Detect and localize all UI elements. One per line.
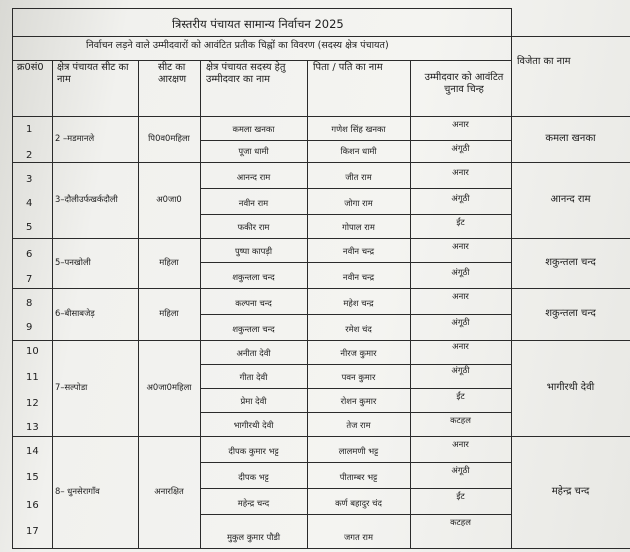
seat-name: 5–पनखोली xyxy=(55,257,91,267)
serial-number: 9 xyxy=(26,322,33,333)
header-reservation: सीट का आरक्षण xyxy=(158,62,187,85)
candidate-name: आनन्द राम xyxy=(236,172,271,182)
parent-name: नवीन चन्द्र xyxy=(342,272,375,282)
seat-name: 8– धुनसेरागाँव xyxy=(55,486,100,496)
rule xyxy=(12,8,512,9)
symbol-name: अनार xyxy=(452,167,469,177)
symbol-name: ईंट xyxy=(456,491,465,501)
serial-number: 15 xyxy=(26,472,39,483)
symbol-name: अनार xyxy=(452,119,469,129)
candidate-name: अनीता देवी xyxy=(236,348,271,358)
seat-name: 7–सल्पोडा xyxy=(55,382,88,392)
header-candidate: क्षेत्र पंचायत सदस्य हेतु उम्मीदवार का नाम xyxy=(206,62,286,85)
winner-name: महेन्द्र चन्द xyxy=(551,486,590,497)
header-seat: क्षेत्र पंचायत सीट का नाम xyxy=(57,62,129,85)
document-subtitle: निर्वाचन लड़ने वाले उम्मीदवारों को आवंटित प्रतीक चिह्नों का विवरण (सदस्य क्षेत्र पंचायत) xyxy=(86,40,389,51)
seat-reservation: अ0जा0 xyxy=(156,194,182,204)
winner-name: शकुन्तला चन्द xyxy=(545,308,596,319)
parent-name: जगत राम xyxy=(344,532,373,542)
symbol-name: अनार xyxy=(452,341,469,351)
parent-name: लालमणी भट्ट xyxy=(338,446,379,456)
serial-number: 11 xyxy=(26,372,39,383)
rule xyxy=(12,288,630,289)
header-winner: विजेता का नाम xyxy=(517,56,571,67)
candidate-name: पुष्पा कापड़ी xyxy=(234,246,273,256)
seat-name: 2 –मडमानले xyxy=(55,133,95,143)
symbol-name: ईंट xyxy=(456,391,465,401)
parent-name: जोगा राम xyxy=(344,198,373,208)
seat-reservation: पि0व0महिला xyxy=(148,133,190,143)
parent-name: गोपाल राम xyxy=(342,222,375,232)
serial-number: 5 xyxy=(26,222,33,233)
rule xyxy=(12,162,630,163)
serial-number: 3 xyxy=(26,174,33,185)
document-title: त्रिस्तरीय पंचायत सामान्य निर्वाचन 2025 xyxy=(172,17,344,31)
rule xyxy=(12,116,630,117)
rule xyxy=(12,340,630,341)
winner-name: कमला खनका xyxy=(545,133,596,144)
serial-number: 6 xyxy=(26,249,33,260)
rule xyxy=(200,214,511,215)
serial-number: 8 xyxy=(26,298,33,309)
symbol-name: कटहल xyxy=(450,415,471,425)
candidate-name: शकुन्तला चन्द xyxy=(232,324,275,334)
parent-name: किशन धामी xyxy=(340,146,377,156)
symbol-name: अनार xyxy=(452,241,469,251)
parent-name: तेज राम xyxy=(346,420,371,430)
parent-name: गणेश सिंह खनका xyxy=(331,124,386,134)
parent-name: नीरज कुमार xyxy=(340,348,377,358)
header-symbol: उम्मीदवार को आवंटित चुनाव चिन्ह xyxy=(424,72,504,95)
rule xyxy=(12,36,512,37)
symbol-name: अंगूठी xyxy=(451,465,470,475)
seat-name: 6–बीसाबजेड़ xyxy=(55,308,95,318)
parent-name: पवन कुमार xyxy=(341,372,376,382)
rule xyxy=(410,60,411,548)
symbol-name: अनार xyxy=(452,439,469,449)
symbol-name: कटहल xyxy=(450,517,471,527)
symbol-name: अंगूठी xyxy=(451,267,470,277)
rule xyxy=(200,262,511,263)
seat-reservation: अ0जा0महिला xyxy=(146,382,192,392)
parent-name: जीत राम xyxy=(345,172,372,182)
symbol-name: अंगूठी xyxy=(451,365,470,375)
symbol-name: अंगूठी xyxy=(451,317,470,327)
serial-number: 10 xyxy=(26,346,39,357)
serial-number: 1 xyxy=(26,124,33,135)
symbol-name: अंगूठी xyxy=(451,143,470,153)
rule xyxy=(12,548,630,549)
serial-number: 13 xyxy=(26,422,39,433)
candidate-name: दीपक कुमार भट्ट xyxy=(228,446,279,456)
rule xyxy=(511,36,630,37)
rule xyxy=(12,60,511,61)
parent-name: नवीन चन्द्र xyxy=(342,246,375,256)
candidate-name: प्रेमा देवी xyxy=(240,396,267,406)
candidate-name: गीता देवी xyxy=(239,372,268,382)
rule xyxy=(52,60,53,548)
candidate-name: फकीर राम xyxy=(237,222,270,232)
serial-number: 2 xyxy=(26,150,33,161)
rule xyxy=(200,514,511,515)
rule xyxy=(12,8,13,60)
winner-name: भागीरथी देवी xyxy=(546,382,595,393)
parent-name: कर्ण बहादुर चंद xyxy=(335,498,382,508)
rule xyxy=(200,462,511,463)
rule xyxy=(200,388,511,389)
rule xyxy=(200,314,511,315)
serial-number: 17 xyxy=(26,526,39,537)
symbol-name: अंगूठी xyxy=(451,193,470,203)
seat-reservation: महिला xyxy=(159,257,179,267)
rule xyxy=(200,140,511,141)
rule xyxy=(200,488,511,489)
rule xyxy=(12,238,630,239)
candidate-name: महेन्द्र चन्द xyxy=(237,498,270,508)
candidate-name: कल्पना चन्द xyxy=(235,298,272,308)
seat-reservation: अनारक्षित xyxy=(154,486,184,496)
candidate-name: पूजा धामी xyxy=(238,146,269,156)
parent-name: रमेश चंद xyxy=(345,324,372,334)
rule xyxy=(511,36,512,548)
candidate-name: नवीन राम xyxy=(238,198,269,208)
serial-number: 12 xyxy=(26,398,39,409)
serial-number: 16 xyxy=(26,500,39,511)
rule xyxy=(12,60,13,548)
candidate-name: शकुन्तला चन्द xyxy=(232,272,275,282)
seat-reservation: महिला xyxy=(159,308,179,318)
header-parent: पिता / पति का नाम xyxy=(313,62,383,73)
rule xyxy=(12,436,630,437)
candidate-name: भागीरथी देवी xyxy=(233,420,274,430)
symbol-name: ईंट xyxy=(456,217,465,227)
parent-name: रोशन कुमार xyxy=(340,396,377,406)
rule xyxy=(200,412,511,413)
parent-name: पीताम्बर भट्ट xyxy=(339,472,378,482)
candidate-name: कमला खनका xyxy=(232,124,275,134)
serial-number: 4 xyxy=(26,198,33,209)
candidate-name: मुकुल कुमार पौडी xyxy=(226,532,281,542)
winner-name: आनन्द राम xyxy=(550,194,591,205)
seat-name: 3–दौलीउर्फखर्कदौली xyxy=(55,194,118,204)
symbol-name: अनार xyxy=(452,291,469,301)
serial-number: 14 xyxy=(26,446,39,457)
parent-name: महेश चन्द्र xyxy=(343,298,374,308)
rule xyxy=(200,188,511,189)
serial-number: 7 xyxy=(26,274,33,285)
candidate-name: दीपक भट्ट xyxy=(238,472,269,482)
header-serial: क्र0सं0 xyxy=(17,62,44,73)
winner-name: शकुन्तला चन्द xyxy=(545,257,596,268)
